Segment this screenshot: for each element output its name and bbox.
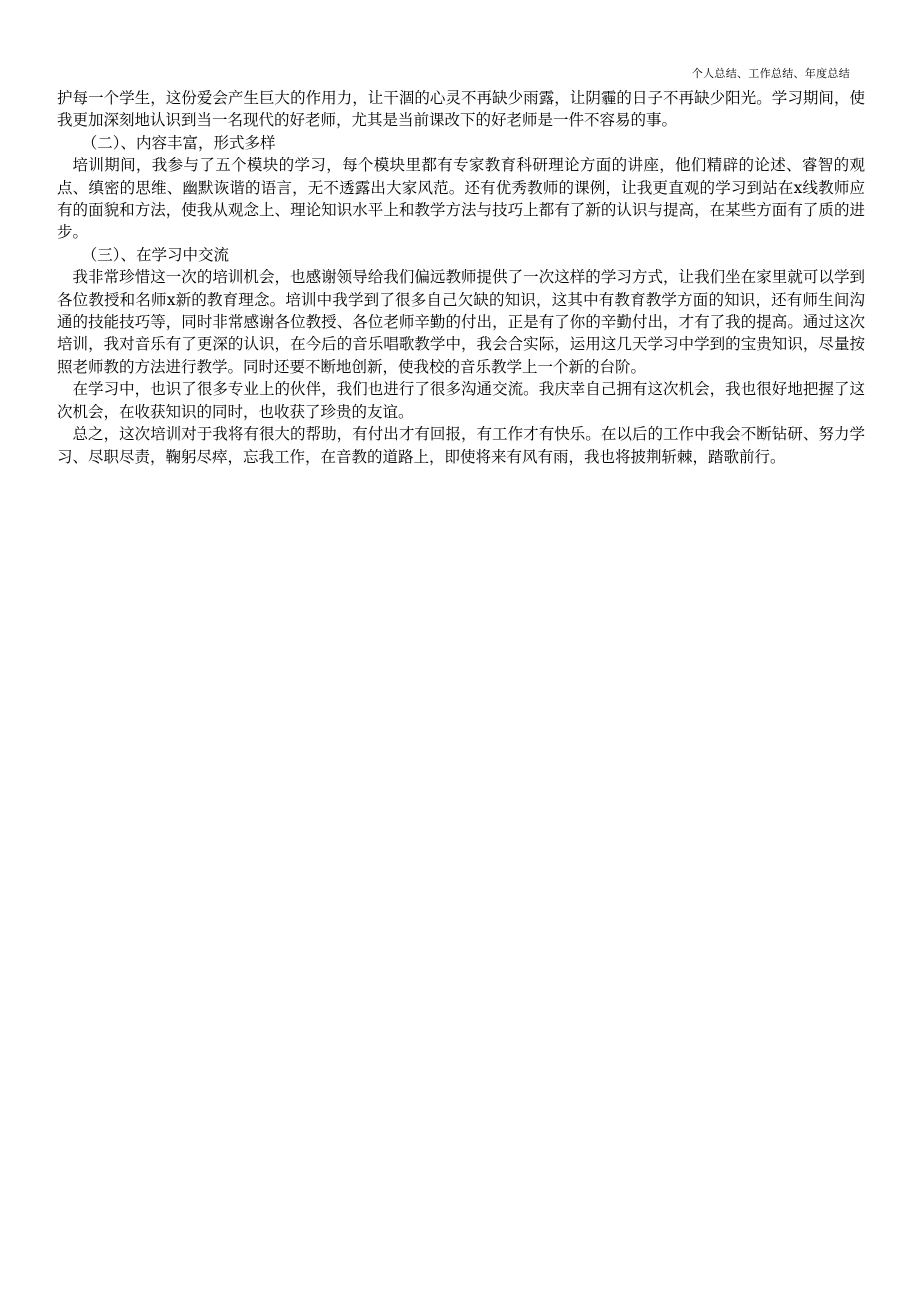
paragraph-conclusion: 总之，这次培训对于我将有很大的帮助，有付出才有回报，有工作才有快乐。在以后的工作中我会不断钻研、努力学习、尽职尽责，鞠躬尽瘁，忘我工作，在音教的道路上，即使将来有风有雨，我也将披荆斩棘，踏歌前行。 <box>57 425 865 466</box>
document-body <box>57 87 865 468</box>
paragraph-partners: 在学习中，也识了很多专业上的伙伴，我们也进行了很多沟通交流。我庆幸自己拥有这次机会，我也很好地把握了这次机会，在收获知识的同时，也收获了珍贵的友谊。 <box>57 380 865 421</box>
page-header: 个人总结、工作总结、年度总结 <box>691 67 850 80</box>
section-heading-3: （三）、在学习中交流 <box>81 245 230 264</box>
paragraph-training-modules: 培训期间，我参与了五个模块的学习，每个模块里都有专家教育科研理论方面的讲座，他们精辟的论述、睿智的观点、缜密的思维、幽默诙谐的语言，无不透露出大家风范。还有优秀教师的课例，让我更直观的学习到站在x线教师应有的面貌和方法，使我从观念上、理论知识水平上和教学方法与技巧上都有了新的认识与提高，在某些方面有了质的进步。 <box>57 156 865 242</box>
section-heading-2: （二）、内容丰富，形式多样 <box>81 133 276 152</box>
paragraph-continuation: 护每一个学生，这份爱会产生巨大的作用力，让干涸的心灵不再缺少雨露，让阴霾的日子不再缺少阳光。学习期间，使我更加深刻地认识到当一名现代的好老师，尤其是当前课改下的好老师是一件不容易的事。 <box>57 89 865 130</box>
paragraph-training-opportunity: 我非常珍惜这一次的培训机会，也感谢领导给我们偏远教师提供了一次这样的学习方式，让我们坐在家里就可以学到各位教授和名师x新的教育理念。培训中我学到了很多自己欠缺的知识，这其中有教育教学方面的知识，还有师生间沟通的技能技巧等，同时非常感谢各位教授、各位老师辛勤的付出，正是有了你的辛勤付出，才有了我的提高。通过这次培训，我对音乐有了更深的认识，在今后的音乐唱歌教学中，我会合实际，运用这几天学习中学到的宝贵知识，尽量按照老师教的方法进行教学。同时还要不断地创新，使我校的音乐教学上一个新的台阶。 <box>57 268 865 376</box>
